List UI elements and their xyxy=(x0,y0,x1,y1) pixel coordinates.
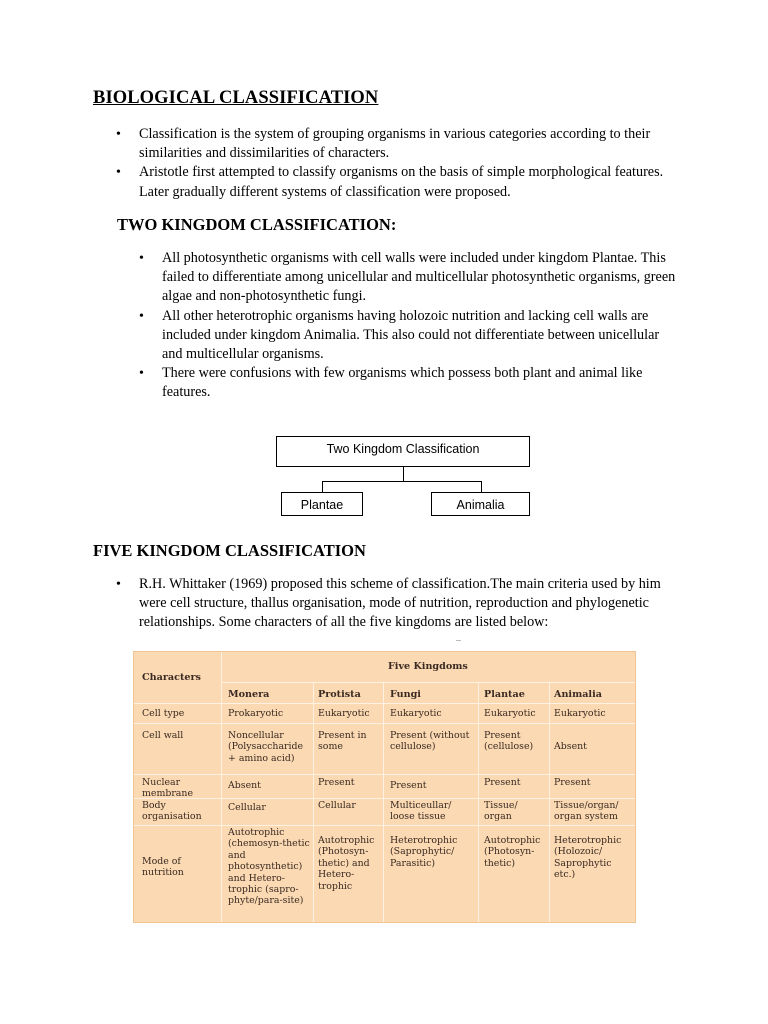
table-kingdom-header: Animalia xyxy=(554,689,602,700)
table-cell: Prokaryotic xyxy=(228,708,284,719)
two-kingdom-heading: TWO KINGDOM CLASSIFICATION: xyxy=(117,215,397,234)
table-cell: Noncellular (Polysaccharide + amino acid) xyxy=(228,730,304,764)
table-row-label: Body organisation xyxy=(142,800,202,823)
two-kingdom-bullet: • All photosynthetic organisms with cell walls were included under kingdom Plantae. This failed to differentiate among unicellular and multicellular photosynthetic organisms, green algae and non-photosynthetic fungi. xyxy=(139,249,679,307)
table-kingdom-header: Plantae xyxy=(484,689,525,700)
diagram-connector xyxy=(322,481,482,482)
intro-bullet-list xyxy=(116,125,676,202)
table-cell: Tissue/ organ xyxy=(484,800,518,823)
table-cell: Heterotrophic (Holozoic/ Saprophytic etc.) xyxy=(554,835,622,881)
table-grid-line xyxy=(221,682,635,683)
table-cell: Autotrophic (chemosyn-thetic and photosynthetic) and Hetero-trophic (sapro-phyte/para-site) xyxy=(228,827,310,907)
table-cell: Heterotrophic (Saprophytic/ Parasitic) xyxy=(390,835,458,869)
table-grid-line xyxy=(134,723,635,724)
five-kingdom-bullet: • R.H. Whittaker (1969) proposed this scheme of classification.The main criteria used by him were cell structure, thallus organisation, mode of nutrition, reproduction and phylogenetic relationships. Some characters of all the five kingdoms are listed below: xyxy=(116,575,676,633)
table-cell: Present in some xyxy=(318,730,367,753)
table-characters-header: Characters xyxy=(142,672,201,683)
table-grid-line xyxy=(549,682,550,922)
two-kingdom-bullet: • There were confusions with few organisms which possess both plant and animal like features. xyxy=(139,364,679,402)
diagram-child-animalia: Animalia xyxy=(431,492,530,516)
table-cell: Present (without cellulose) xyxy=(390,730,470,753)
table-cell: Present xyxy=(318,777,355,788)
table-cell: Autotrophic (Photosyn-thetic) xyxy=(484,835,541,869)
table-cell: Cellular xyxy=(318,800,356,811)
table-kingdom-header: Protista xyxy=(318,689,361,700)
table-cell: Present xyxy=(484,777,521,788)
table-cell: Absent xyxy=(554,741,587,752)
table-row-label: Nuclear membrane xyxy=(142,777,193,800)
table-cell: Absent xyxy=(228,780,261,791)
table-row-label: Mode of nutrition xyxy=(142,856,184,879)
table-cell: Autotrophic (Photosyn-thetic) and Hetero-trophic xyxy=(318,835,375,892)
intro-bullet: • Classification is the system of grouping organisms in various categories according to their similarities and dissimilarities of characters. xyxy=(116,125,676,163)
table-grid-line xyxy=(134,774,635,775)
table-row-label: Cell wall xyxy=(142,730,184,741)
five-kingdom-table xyxy=(133,651,636,923)
stray-mark xyxy=(456,640,461,641)
table-cell: Present (cellulose) xyxy=(484,730,534,753)
table-grid-line xyxy=(134,703,635,704)
table-cell: Cellular xyxy=(228,802,266,813)
table-cell: Multiceullar/ loose tissue xyxy=(390,800,452,823)
diagram-connector xyxy=(403,467,404,481)
diagram-child-plantae: Plantae xyxy=(281,492,363,516)
table-grid-line xyxy=(221,652,222,922)
page-title: BIOLOGICAL CLASSIFICATION xyxy=(93,88,379,108)
two-kingdom-bullet-list xyxy=(139,249,679,403)
table-cell: Present xyxy=(390,780,427,791)
table-row-label: Cell type xyxy=(142,708,185,719)
diagram-root-box: Two Kingdom Classification xyxy=(276,436,530,467)
table-group-header: Five Kingdoms xyxy=(388,661,468,672)
table-cell: Eukaryotic xyxy=(318,708,370,719)
table-kingdom-header: Monera xyxy=(228,689,270,700)
table-grid-line xyxy=(313,682,314,922)
intro-bullet: • Aristotle first attempted to classify organisms on the basis of simple morphological features. Later gradually different systems of classification were proposed. xyxy=(116,163,676,201)
table-cell: Eukaryotic xyxy=(390,708,442,719)
table-cell: Eukaryotic xyxy=(484,708,536,719)
table-cell: Eukaryotic xyxy=(554,708,606,719)
table-cell: Tissue/organ/ organ system xyxy=(554,800,619,823)
table-grid-line xyxy=(478,682,479,922)
two-kingdom-bullet: • All other heterotrophic organisms having holozoic nutrition and lacking cell walls are included under kingdom Animalia. This also could not differentiate between unicellular and multicellular organisms. xyxy=(139,307,679,365)
five-kingdom-heading: FIVE KINGDOM CLASSIFICATION xyxy=(93,541,366,560)
table-kingdom-header: Fungi xyxy=(390,689,421,700)
table-grid-line xyxy=(134,825,635,826)
table-cell: Present xyxy=(554,777,591,788)
table-grid-line xyxy=(383,682,384,922)
five-kingdom-bullet-list xyxy=(116,575,676,633)
